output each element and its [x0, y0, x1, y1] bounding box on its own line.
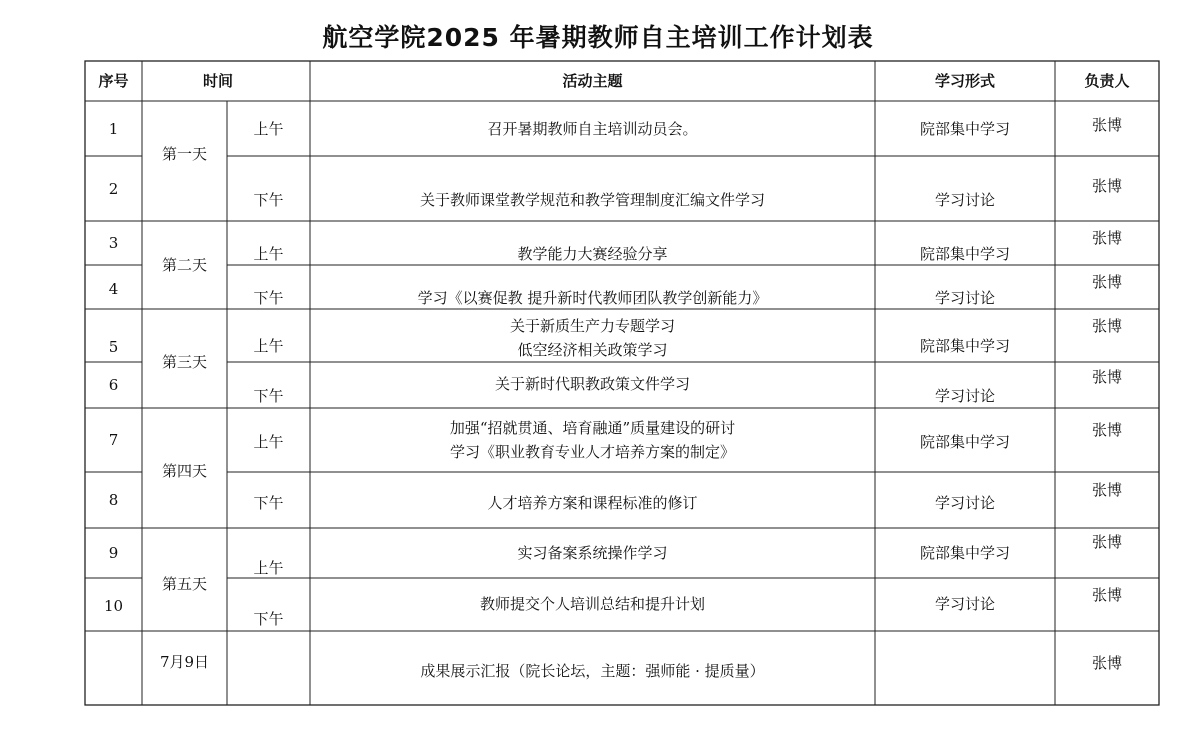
row-form: 学习讨论 — [934, 594, 995, 613]
day-label: 第四天 — [161, 462, 207, 480]
row-half-day: 上午 — [253, 336, 284, 355]
row-owner: 张博 — [1091, 176, 1122, 195]
row-topic: 召开暑期教师自主培训动员会。 — [487, 119, 698, 138]
header-no: 序号 — [98, 72, 129, 90]
row-form: 院部集中学习 — [919, 119, 1010, 138]
row-topic: 学习《以赛促教 提升新时代教师团队教学创新能力》 — [417, 289, 768, 307]
day-label: 7月9日 — [159, 653, 210, 671]
row-half-day: 下午 — [253, 387, 284, 405]
row-form: 院部集中学习 — [919, 245, 1010, 263]
document-title: 航空学院2025 年暑期教师自主培训工作计划表 — [322, 23, 874, 52]
header-topic: 活动主题 — [562, 72, 623, 90]
row-form: 院部集中学习 — [919, 433, 1010, 451]
row-number: 9 — [108, 544, 119, 562]
row-number: 8 — [108, 491, 119, 509]
day-label: 第二天 — [161, 256, 207, 274]
row-number: 3 — [108, 234, 119, 252]
header-time: 时间 — [202, 72, 233, 90]
row-topic: 关于新质生产力专题学习 低空经济相关政策学习 — [509, 316, 675, 359]
row-half-day: 上午 — [253, 433, 284, 451]
row-form: 学习讨论 — [934, 387, 995, 405]
row-owner: 张博 — [1091, 273, 1122, 291]
row-half-day: 下午 — [253, 609, 284, 628]
row-number: 4 — [108, 280, 119, 298]
row-topic: 关于新时代职教政策文件学习 — [494, 375, 690, 393]
row-form: 学习讨论 — [934, 494, 995, 512]
row-number: 10 — [103, 596, 124, 615]
row-topic: 关于教师课堂教学规范和教学管理制度汇编文件学习 — [419, 190, 765, 209]
row-half-day: 下午 — [253, 190, 284, 209]
row-owner: 张博 — [1091, 421, 1122, 439]
row-owner: 张博 — [1091, 115, 1122, 134]
row-half-day: 下午 — [253, 289, 284, 307]
row-topic: 实习备案系统操作学习 — [517, 544, 668, 562]
row-form: 学习讨论 — [934, 289, 995, 307]
row-number: 2 — [108, 179, 119, 198]
header-owner: 负责人 — [1084, 72, 1130, 90]
row-owner: 张博 — [1091, 533, 1122, 551]
row-topic: 人才培养方案和课程标准的修订 — [487, 494, 698, 512]
row-topic: 加强“招就贯通、培育融通”质量建设的研讨 学习《职业教育专业人才培养方案的制定》 — [449, 419, 736, 461]
day-label: 第三天 — [161, 352, 207, 371]
row-half-day: 上午 — [253, 559, 284, 577]
row-owner: 张博 — [1091, 481, 1122, 499]
row-number: 7 — [108, 431, 119, 449]
row-half-day: 下午 — [253, 494, 284, 512]
row-half-day: 上午 — [253, 245, 284, 263]
row-number: 6 — [108, 376, 119, 394]
final-owner: 张博 — [1091, 654, 1122, 672]
row-owner: 张博 — [1091, 585, 1122, 604]
row-topic: 教学能力大赛经验分享 — [517, 245, 668, 263]
row-form: 院部集中学习 — [919, 336, 1010, 355]
header-form: 学习形式 — [934, 72, 995, 90]
row-half-day: 上午 — [253, 119, 284, 138]
final-topic: 成果展示汇报（院长论坛，主题：强师能 · 提质量） — [420, 662, 765, 680]
row-owner: 张博 — [1091, 229, 1122, 247]
row-form: 院部集中学习 — [919, 544, 1010, 562]
day-label: 第五天 — [161, 574, 207, 593]
row-topic: 教师提交个人培训总结和提升计划 — [479, 594, 705, 613]
row-owner: 张博 — [1091, 368, 1122, 386]
row-owner: 张博 — [1091, 316, 1122, 335]
row-number: 1 — [108, 119, 119, 138]
row-form: 学习讨论 — [934, 190, 995, 209]
row-number: 5 — [108, 337, 119, 356]
day-label: 第一天 — [161, 145, 207, 163]
